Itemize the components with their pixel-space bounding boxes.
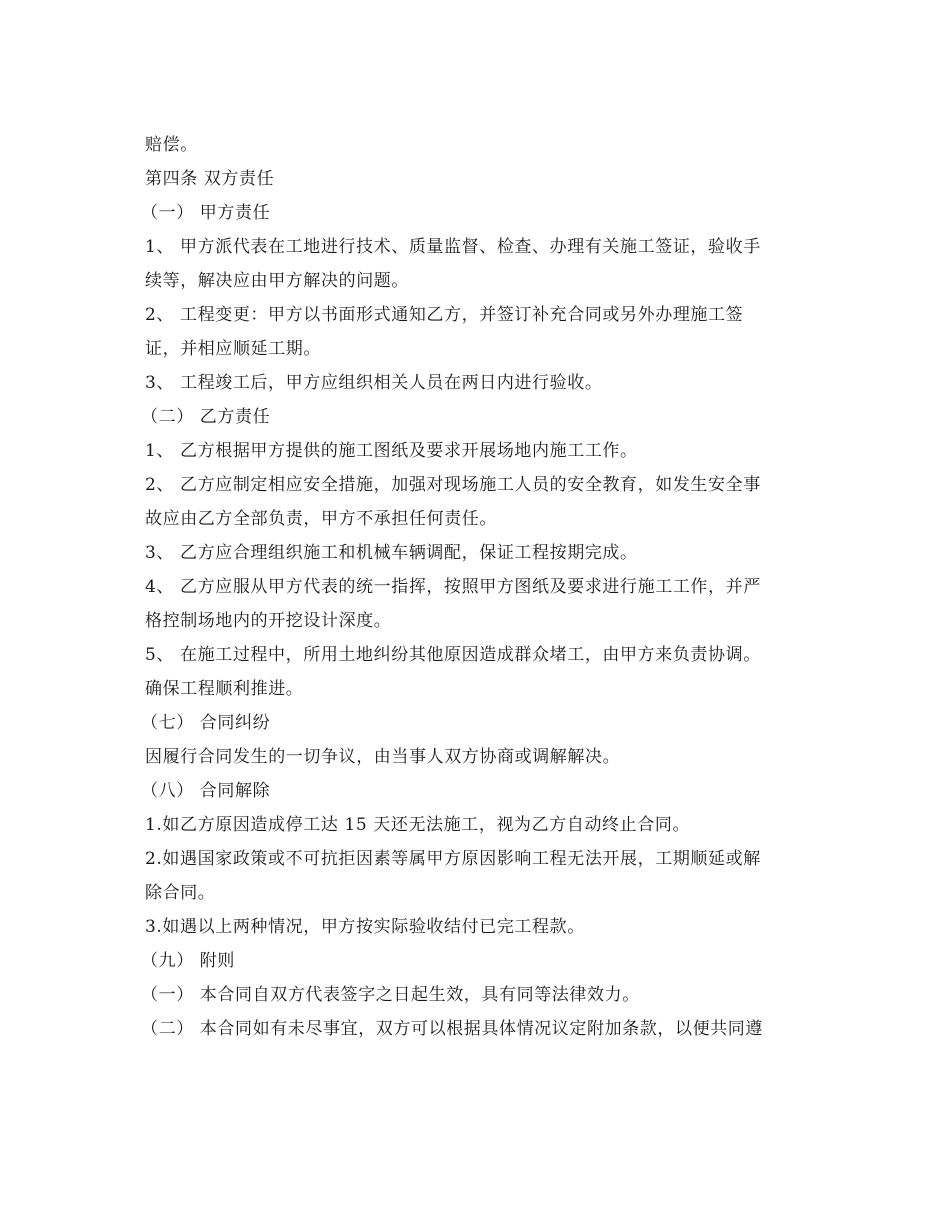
subsection-heading: （八） 合同解除 [141, 781, 271, 801]
text-line: 3、 工程竣工后，甲方应组织相关人员在两日内进行验收。 [145, 373, 603, 393]
text-line: 1.如乙方原因造成停工达 15 天还无法施工，视为乙方自动终止合同。 [145, 815, 691, 835]
text-line: 1、 甲方派代表在工地进行技术、质量监督、检查、办理有关施工签证，验收手 [145, 237, 761, 257]
text-line: 1、 乙方根据甲方提供的施工图纸及要求开展场地内施工工作。 [145, 441, 638, 461]
subsection-heading: （七） 合同纠纷 [141, 713, 271, 733]
text-line: 除合同。 [145, 883, 216, 903]
text-line: 续等，解决应由甲方解决的问题。 [145, 271, 409, 291]
text-line: 3、 乙方应合理组织施工和机械车辆调配，保证工程按期完成。 [145, 543, 638, 563]
text-line: 2、 乙方应制定相应安全措施，加强对现场施工人员的安全教育，如发生安全事 [145, 475, 761, 495]
text-line: 确保工程顺利推进。 [145, 679, 304, 699]
text-line: 因履行合同发生的一切争议，由当事人双方协商或调解解决。 [145, 747, 621, 767]
subsection-heading: （二） 乙方责任 [141, 407, 271, 427]
text-line: （一） 本合同自双方代表签字之日起生效，具有同等法律效力。 [141, 985, 640, 1005]
text-line: 2、 工程变更：甲方以书面形式通知乙方，并签订补充合同或另外办理施工签 [145, 305, 744, 325]
text-line: 2.如遇国家政策或不可抗拒因素等属甲方原因影响工程无法开展，工期顺延或解 [145, 849, 761, 869]
subsection-heading: （九） 附则 [141, 951, 236, 971]
text-line: 4、 乙方应服从甲方代表的统一指挥，按照甲方图纸及要求进行施工工作，并严 [145, 577, 761, 597]
text-line: 格控制场地内的开挖设计深度。 [145, 611, 392, 631]
text-line: 5、 在施工过程中，所用土地纠纷其他原因造成群众堵工，由甲方来负责协调。 [145, 645, 761, 665]
text-line: 3.如遇以上两种情况，甲方按实际验收结付已完工程款。 [145, 917, 585, 937]
subsection-heading: （一） 甲方责任 [141, 203, 271, 223]
text-line: （二） 本合同如有未尽事宜，双方可以根据具体情况议定附加条款，以便共同遵 [141, 1019, 764, 1039]
text-line: 赔偿。 [145, 135, 198, 155]
text-line: 证，并相应顺延工期。 [145, 339, 321, 359]
contract-text [141, 128, 810, 1046]
section-heading: 第四条 双方责任 [145, 169, 275, 189]
text-line: 故应由乙方全部负责，甲方不承担任何责任。 [145, 509, 497, 529]
